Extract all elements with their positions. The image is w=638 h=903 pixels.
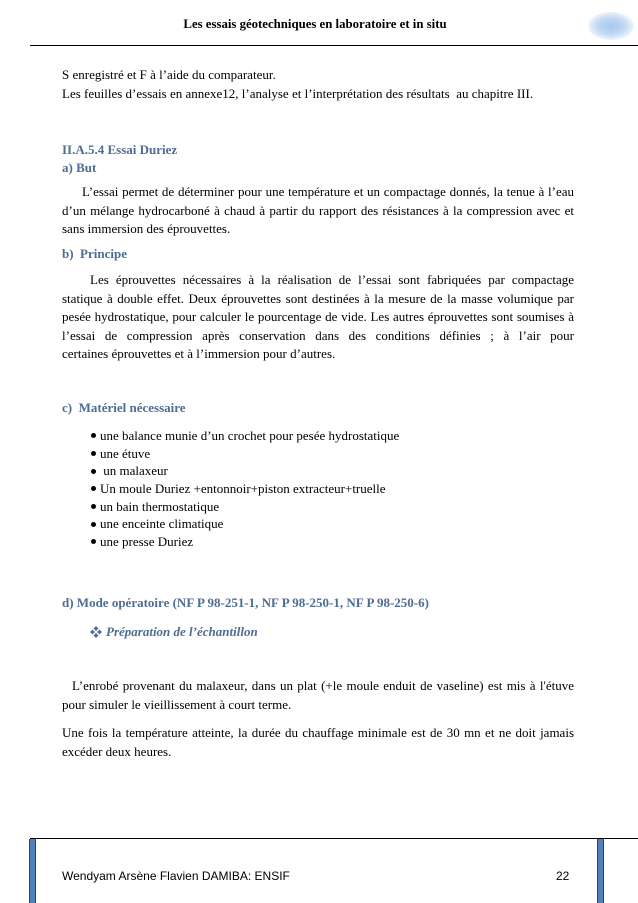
list-item bbox=[0, 480, 638, 498]
footer-rule bbox=[30, 838, 638, 839]
intro-line: Les feuilles d’essais en annexe12, l’analyse et l’interprétation des résultats au chapitre III. bbox=[62, 85, 534, 101]
list-item-text: une presse Duriez bbox=[100, 534, 194, 550]
heading-materiel: c) Matériel nécessaire bbox=[62, 400, 186, 415]
list-item bbox=[0, 427, 638, 445]
heading-but: a) But bbox=[62, 160, 97, 175]
bullet-icon bbox=[91, 522, 96, 527]
list-item bbox=[0, 533, 638, 551]
list-item bbox=[0, 498, 638, 516]
paragraph-line: d’un mélange hydrocarboné à chaud à partir du rapport des résistances à la compression avec et bbox=[62, 202, 574, 218]
list-item-text: une balance munie d’un crochet pour pesée hydrostatique bbox=[100, 428, 400, 443]
list-item bbox=[0, 462, 638, 480]
bullet-icon bbox=[91, 469, 96, 474]
paragraph-line: L’essai permet de déterminer pour une température et un compactage donnés, la tenue à l’eau bbox=[82, 184, 574, 199]
list-item-text: un bain thermostatique bbox=[100, 498, 220, 514]
paragraph-line: Les éprouvettes nécessaires à la réalisation de l’essai sont fabriquées par compactage bbox=[90, 272, 574, 287]
bullet-icon bbox=[91, 504, 96, 509]
footer-right-bar bbox=[597, 839, 604, 903]
paragraph-but bbox=[62, 183, 574, 239]
footer-left-bar bbox=[29, 839, 36, 903]
paragraph-line: pour simuler le vieillissement à court terme. bbox=[62, 696, 292, 712]
four-diamond-icon bbox=[90, 626, 102, 638]
paragraph-preparation-2 bbox=[62, 724, 574, 761]
materiel-list bbox=[0, 427, 638, 551]
list-item bbox=[0, 445, 638, 463]
list-item-text: une étuve bbox=[100, 445, 151, 461]
heading-principe: b) Principe bbox=[62, 246, 127, 261]
page-number: 22 bbox=[556, 869, 570, 883]
intro-line: S enregistré et F à l’aide du comparateur. bbox=[62, 67, 276, 82]
paragraph-line: pesée hydrostatique, pour calculer le pourcentage de vide. Les autres éprouvettes sont soumises à bbox=[62, 309, 574, 324]
list-item bbox=[0, 515, 638, 533]
running-header-title: Les essais géotechniques en laboratoire et in situ bbox=[183, 17, 447, 31]
paragraph-line: l’essai de compression après conservation dans des conditions définies ; à l’air pour bbox=[62, 327, 574, 343]
paragraph-line: certaines éprouvettes et à l’immersion pour d’autres. bbox=[62, 346, 336, 361]
list-item-text: une enceinte climatique bbox=[100, 516, 224, 532]
paragraph-line: sans immersion des éprouvettes. bbox=[62, 221, 231, 236]
bullet-icon bbox=[91, 486, 96, 491]
paragraph-line: statique à double effet. Deux éprouvettes sont destinées à la mesure de la masse volumique par bbox=[62, 290, 574, 306]
header-ornament-icon bbox=[588, 12, 634, 40]
heading-mode-operatoire: d) Mode opératoire (NF P 98-251-1, NF P 98-250-1, NF P 98-250-6) bbox=[62, 595, 429, 610]
paragraph-principe bbox=[62, 271, 574, 364]
paragraph-preparation-1 bbox=[62, 677, 574, 714]
intro-text bbox=[62, 66, 574, 103]
paragraph-line: Une fois la température atteinte, la durée du chauffage minimale est de 30 mn et ne doit jamais bbox=[62, 725, 574, 740]
bullet-icon bbox=[91, 539, 96, 544]
section-title: II.A.5.4 Essai Duriez bbox=[62, 142, 178, 157]
paragraph-line: L’enrobé provenant du malaxeur, dans un plat (+le moule enduit de vaseline) est mis à l'étuve bbox=[72, 678, 574, 693]
list-item-text: Un moule Duriez +entonnoir+piston extracteur+truelle bbox=[100, 481, 386, 497]
footer-author: Wendyam Arsène Flavien DAMIBA: ENSIF bbox=[62, 869, 290, 883]
list-item-text: un malaxeur bbox=[100, 463, 168, 479]
bullet-icon bbox=[91, 451, 96, 456]
header-rule bbox=[30, 45, 638, 46]
subheading-preparation: Préparation de l’échantillon bbox=[106, 624, 258, 639]
bullet-icon bbox=[91, 433, 96, 438]
paragraph-line: excéder deux heures. bbox=[62, 743, 172, 759]
